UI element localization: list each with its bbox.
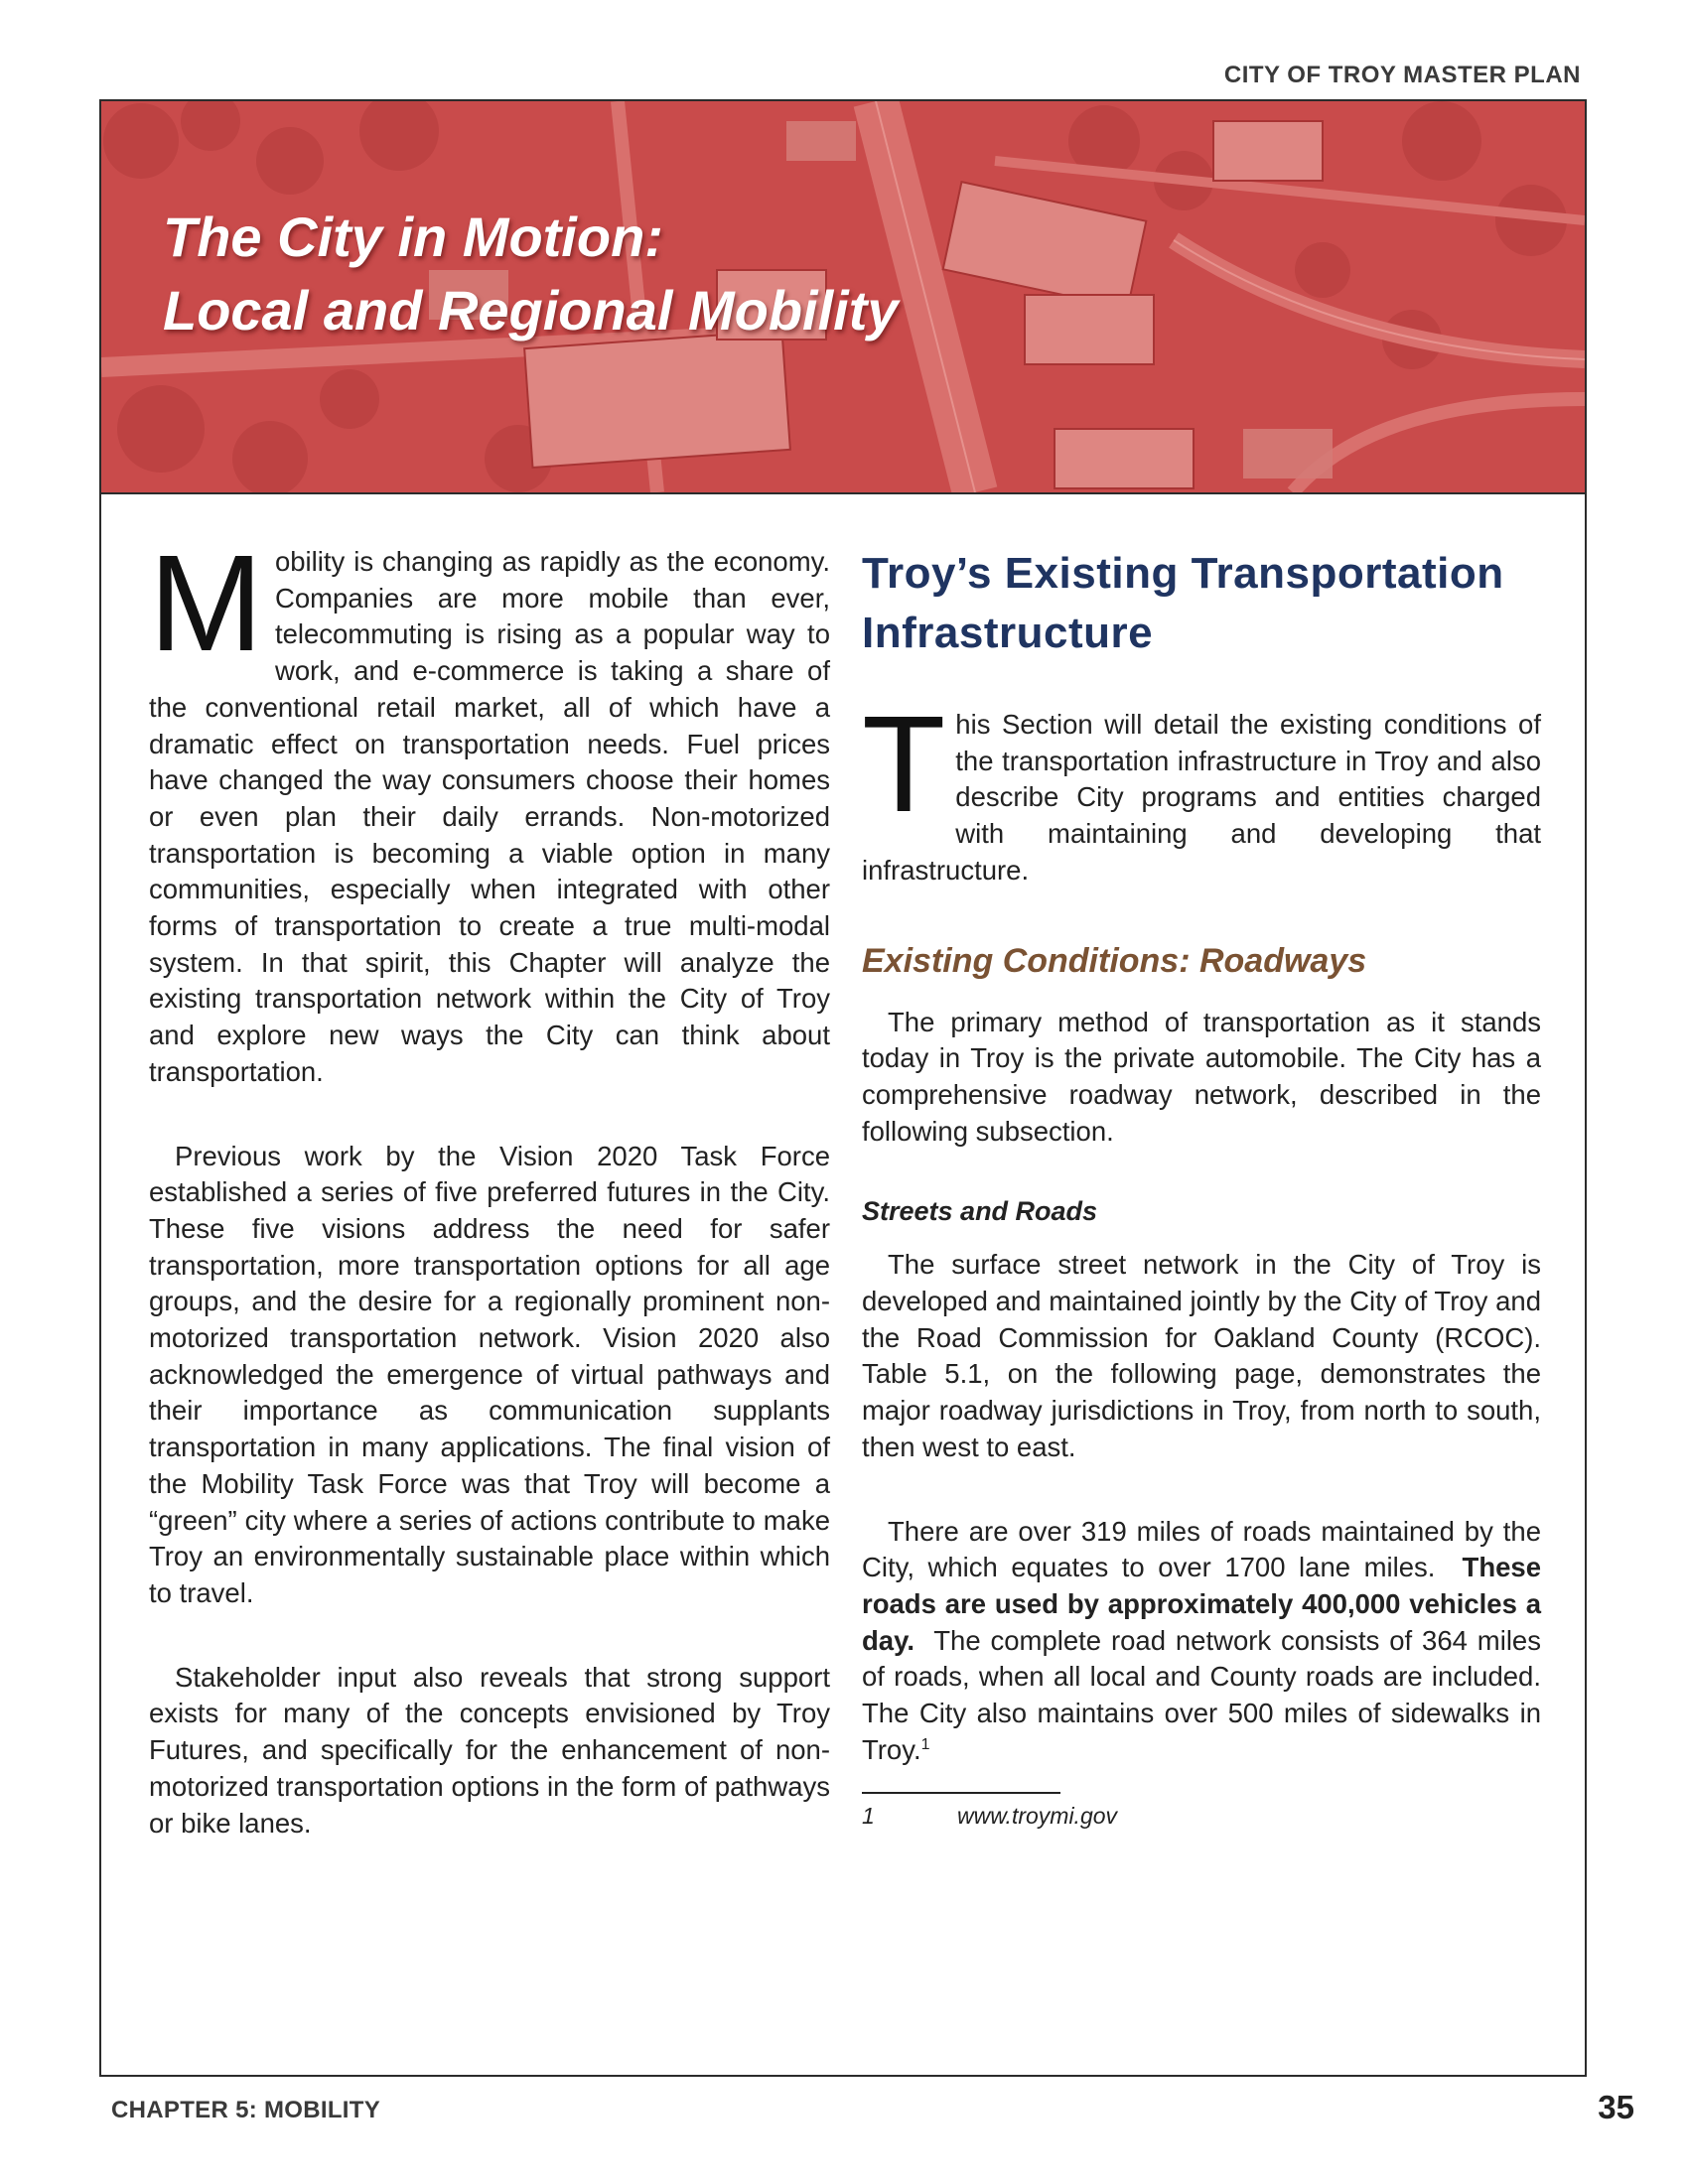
footer-chapter-label: CHAPTER 5: MOBILITY [111, 2097, 381, 2123]
chapter-title-line1: The City in Motion: [163, 205, 663, 268]
drop-cap-m: M [149, 527, 263, 680]
intro-paragraph [149, 527, 830, 1091]
left-column [149, 527, 830, 1842]
drop-cap-t: T [862, 688, 946, 841]
streets-paragraph: The surface street network in the City of Troy is developed and maintained jointly by the City of Troy and the Road Commission for Oakland County (RCOC). Table 5.1, on the following page, demonstrates the major roadway jurisdictions in Troy, from north to south, then west to east. [862, 1249, 1541, 1462]
footnote-reference: 1 [920, 1735, 930, 1753]
footnote-number: 1 [862, 1803, 875, 1830]
section-intro-paragraph [862, 688, 1541, 889]
footnote-link[interactable]: www.troymi.gov [957, 1803, 1118, 1830]
intro-paragraph-text: obility is changing as rapidly as the economy. Companies are more mobile than ever, telecommuting is rising as a popular way to work, and e-commerce is taking a share of the conventional retail market, all of which have a dramatic effect on transportation needs. Fuel prices have changed the way consumers choose their homes or even plan their daily errands. Non-motorized transportation is becoming a viable option in many communities, especially when integrated with other forms of transportation to create a true multi-modal system. In that spirit, this Chapter will analyze the existing transportation network within the City of Troy and explore new ways the City can think about transportation. [149, 546, 830, 1087]
road-miles-text-b: The complete road network consists of 364 miles of roads, when all local and County roads are included. The City also maintains over 500 miles of sidewalks in Troy. [862, 1624, 1541, 1765]
chapter-title-line2: Local and Regional Mobility [163, 279, 899, 341]
right-column [862, 544, 1541, 1835]
roadways-subheading: Existing Conditions: Roadways [862, 941, 1367, 980]
road-miles-highlight: These roads are used by approximately 400,000 vehicles a day. [862, 1552, 1541, 1656]
page-number: 35 [1598, 2089, 1634, 2125]
chapter-title [163, 201, 899, 347]
footnote [862, 1798, 1541, 1835]
road-miles-paragraph [862, 1514, 1541, 1769]
hero-banner [101, 101, 1585, 494]
streets-roads-heading: Streets and Roads [862, 1196, 1098, 1227]
roadways-paragraph: The primary method of transportation as it stands today in Troy is the private automobile. The City has a comprehensive roadway network, described in the following subsection. [862, 1006, 1541, 1147]
footnote-rule [862, 1792, 1060, 1794]
running-header: CITY OF TROY MASTER PLAN [1223, 62, 1581, 88]
stakeholder-paragraph: Stakeholder input also reveals that strong support exists for many of the concepts envisioned by Troy Futures, and specifically for the enhancement of non-motorized transportation options in the form of pathways or bike lanes. [149, 1661, 830, 1839]
section-title: Troy’s Existing Transportation Infrastructure [862, 549, 1504, 657]
vision-2020-paragraph: Previous work by the Vision 2020 Task Force established a series of five preferred futures in the City. These five visions address the need for safer transportation, more transportation options for all age groups, and the desire for a regionally prominent non-motorized transportation network. Vision 2020 also acknowledged the emergence of virtual pathways and their importance as communication supplants transportation in many applications. The final vision of the Mobility Task Force was that Troy will become a “green” city where a series of actions contribute to make Troy an environmentally sustainable place within which to travel. [149, 1140, 830, 1608]
section-intro-text: his Section will detail the existing conditions of the transportation infrastructure in Troy and also describe City programs and entities charged with maintaining and developing that infrastructure. [862, 709, 1541, 886]
road-miles-text-a: There are over 319 miles of roads maintained by the City, which equates to over 1700 lane miles. [862, 1515, 1541, 1583]
